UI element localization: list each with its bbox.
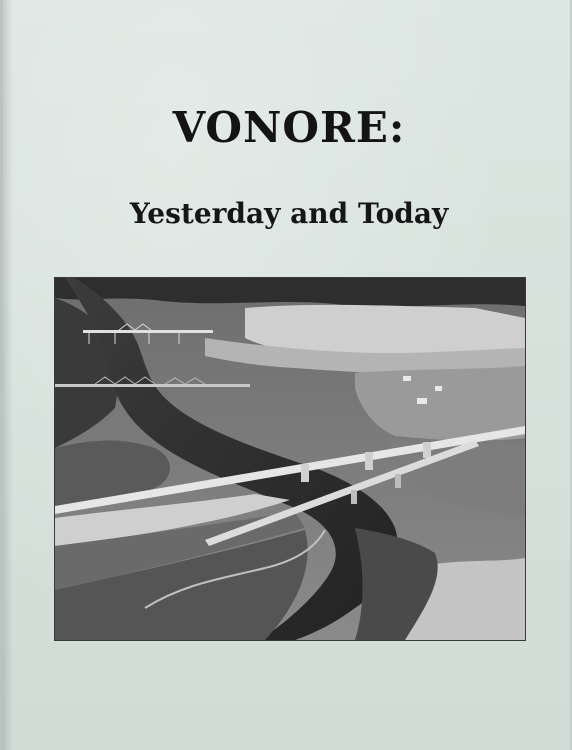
cover-title: VONORE: (172, 103, 406, 152)
aerial-photo (55, 278, 525, 640)
rail-bridge-deck (55, 384, 250, 387)
aerial-photo-illustration (55, 278, 525, 640)
cover-subtitle: Yesterday and Today (129, 197, 449, 230)
top-bridge-deck (83, 330, 213, 333)
